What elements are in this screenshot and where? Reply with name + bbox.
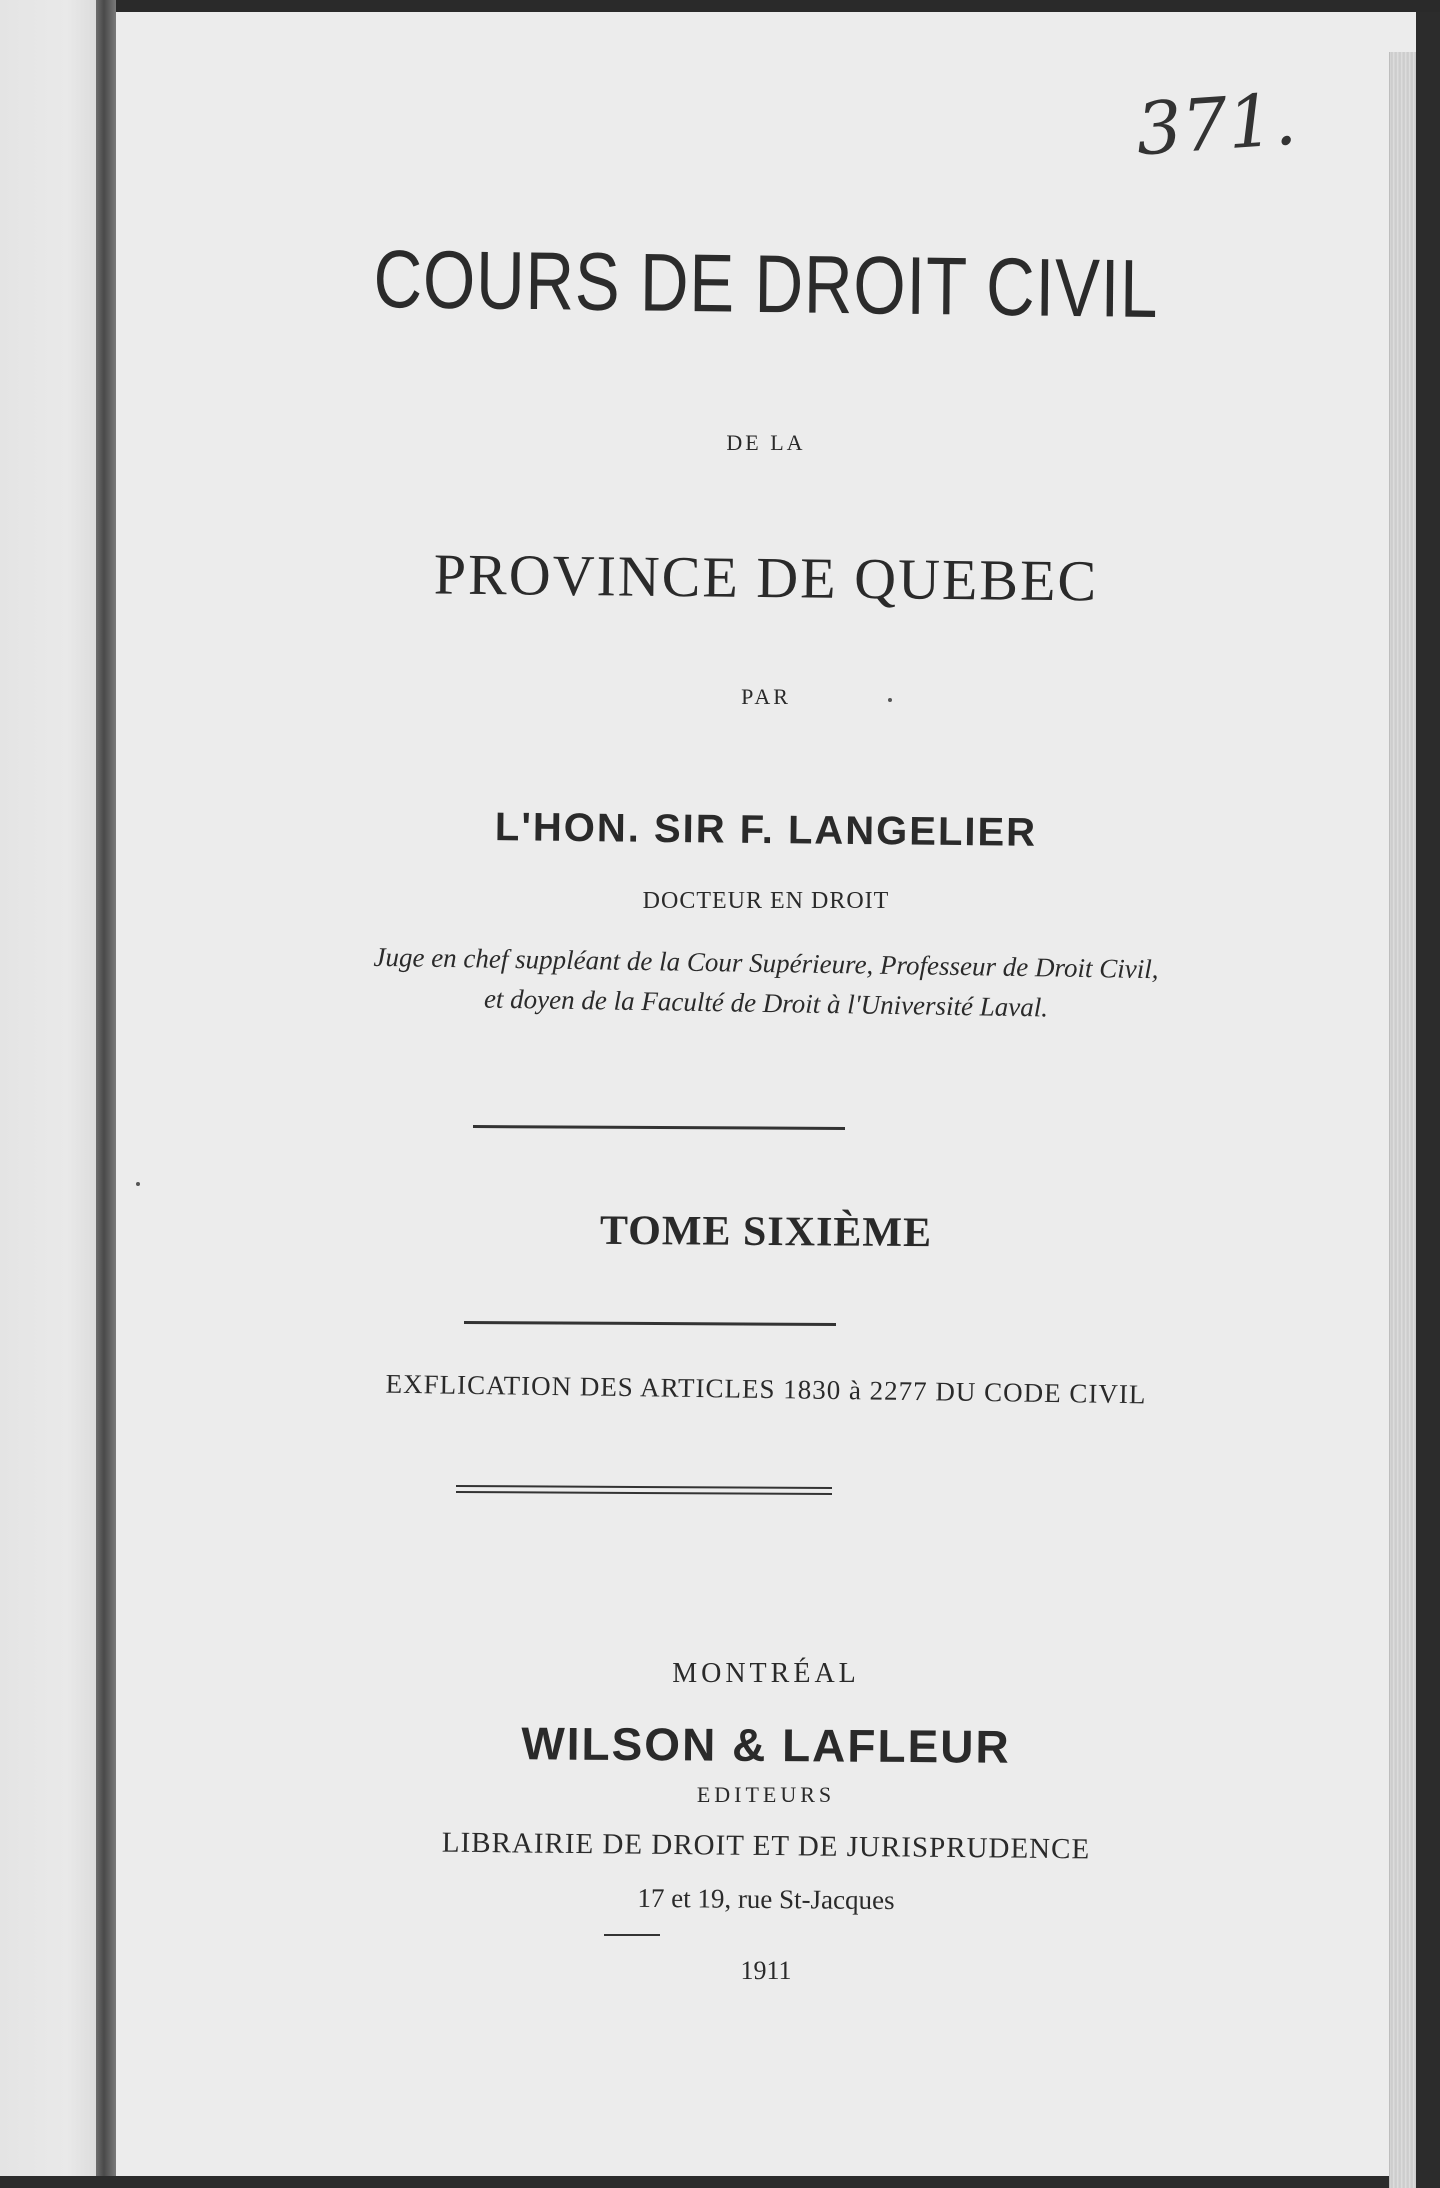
book-subtitle: PROVINCE DE QUEBEC xyxy=(433,541,1099,614)
divider-rule xyxy=(464,1321,836,1326)
double-rule-top xyxy=(456,1485,832,1489)
left-page-edge xyxy=(0,0,96,2176)
publication-city: MONTRÉAL xyxy=(672,1658,860,1689)
author-name: L'HON. SIR F. LANGELIER xyxy=(494,805,1038,855)
publisher-role: EDITEURS xyxy=(696,1782,836,1807)
volume-label: TOME SIXIÈME xyxy=(599,1207,933,1257)
scan-speck xyxy=(136,1182,140,1186)
volume-scope: EXFLICATION DES ARTICLES 1830 à 2277 DU CODE CIVIL xyxy=(385,1368,1147,1410)
author-role-line-1: Juge en chef suppléant de la Cour Supérieure, Professeur de Droit Civil, xyxy=(373,941,1159,985)
book-gutter xyxy=(96,0,116,2176)
scan-top-border xyxy=(0,0,1440,12)
scan-speck xyxy=(888,698,892,702)
handwritten-annotation: 371. xyxy=(1133,76,1300,172)
by-label: PAR xyxy=(741,684,791,709)
double-rule-bottom xyxy=(456,1491,832,1495)
title-connector: DE LA xyxy=(726,430,806,455)
author-degree: DOCTEUR EN DROIT xyxy=(642,888,890,914)
divider-rule xyxy=(473,1125,845,1130)
publisher-name: WILSON & LAFLEUR xyxy=(521,1717,1011,1773)
title-page xyxy=(116,12,1416,2176)
short-rule xyxy=(604,1934,660,1936)
publisher-address: 17 et 19, rue St-Jacques xyxy=(637,1882,895,1916)
book-title: COURS DE DROIT CIVIL xyxy=(373,233,1159,336)
publication-year: 1911 xyxy=(740,1956,792,1985)
author-role-line-2: et doyen de la Faculté de Droit à l'Université Laval. xyxy=(483,983,1049,1023)
publisher-description: LIBRAIRIE DE DROIT ET DE JURISPRUDENCE xyxy=(441,1826,1091,1866)
